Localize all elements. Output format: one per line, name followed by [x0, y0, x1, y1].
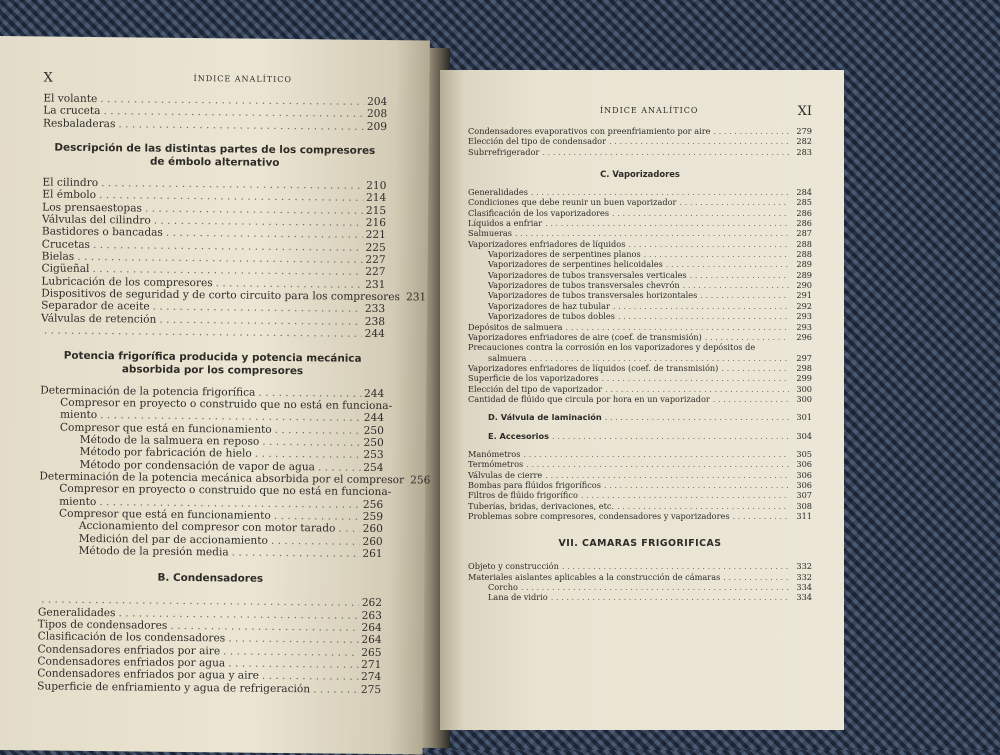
index-entry-title: miento — [59, 495, 96, 508]
dot-leader — [275, 423, 361, 436]
index-entry-title: Subrrefrigerador — [468, 147, 539, 157]
section-spacer — [468, 423, 812, 431]
section-heading-line: Potencia frigorífica producida y potencia mecánica — [41, 349, 385, 366]
index-entry-title: Cigüeñal — [41, 263, 89, 276]
index-entry — [468, 259, 812, 269]
index-entry — [468, 322, 812, 332]
dot-leader — [690, 270, 789, 280]
right-page-contents — [468, 126, 812, 603]
index-entry-page-number: 233 — [365, 303, 385, 316]
index-entry-page-number: 293 — [792, 311, 812, 321]
index-entry-title: Problemas sobre compresores, condensadores y vaporizadores — [468, 511, 730, 521]
index-entry — [468, 218, 812, 228]
index-entry-page-number: 288 — [792, 239, 812, 249]
dot-leader — [258, 386, 361, 399]
index-entry-page-number: 289 — [792, 259, 812, 269]
index-entry-title: Método por fabricación de hielo — [80, 446, 252, 460]
index-entry-title: Bastidores o bancadas — [42, 226, 163, 240]
index-entry-page-number: 288 — [792, 249, 812, 259]
dot-leader — [562, 561, 789, 571]
index-entry-page-number: 285 — [792, 197, 812, 207]
index-entry-title: El émbolo — [42, 189, 96, 202]
dot-leader — [531, 187, 789, 197]
dot-leader — [628, 239, 789, 249]
index-entry-page-number: 221 — [366, 229, 386, 242]
index-entry-title: E. Accesorios — [488, 431, 549, 441]
index-entry-title: Vaporizadores enfriadores de líquidos — [468, 239, 625, 249]
index-entry — [468, 280, 812, 290]
index-entry — [468, 270, 812, 280]
index-entry-title: Filtros de flúido frigorífico — [468, 490, 578, 500]
index-entry — [468, 208, 812, 218]
index-entry — [468, 501, 812, 511]
index-entry-page-number: 304 — [792, 431, 812, 441]
index-entry-title: Los prensaestopas — [42, 201, 142, 214]
index-entry-page-number: 283 — [792, 147, 812, 157]
index-entry-page-number: 299 — [792, 373, 812, 383]
index-entry-title: Lana de vidrio — [488, 592, 548, 602]
index-entry — [468, 449, 812, 459]
index-entry-page-number: 227 — [365, 254, 385, 267]
index-entry-title: Método de la presión media — [79, 545, 229, 559]
index-entry — [468, 511, 812, 521]
index-entry-title: Elección del tipo de condensador — [468, 136, 606, 146]
index-entry-page-number: 231 — [365, 279, 385, 292]
index-entry-page-number: 227 — [365, 266, 385, 279]
index-entry-title: Compresor que está en funcionamiento — [59, 508, 271, 523]
index-entry-title: Vaporizadores de haz tubular — [488, 301, 610, 311]
index-entry-title: El volante — [43, 92, 97, 105]
index-entry-title: Método de la salmuera en reposo — [80, 434, 260, 448]
index-entry-title: Tipos de condensadores — [38, 618, 168, 632]
index-entry-title: Condensadores enfriados por agua y aire — [37, 668, 259, 683]
index-entry-page-number: 264 — [361, 634, 381, 647]
index-entry-title: Vaporizadores de serpentines helicoidales — [488, 259, 663, 269]
index-entry-title: Clasificación de los vaporizadores — [468, 208, 609, 218]
index-entry-page-number: 214 — [366, 192, 386, 205]
index-entry — [468, 561, 812, 571]
index-entry-page-number: 300 — [792, 394, 812, 404]
index-entry-page-number: 250 — [363, 437, 383, 450]
index-entry-title: Medición del par de accionamiento — [79, 532, 268, 546]
index-entry-title: Determinación de la potencia mecánica absorbida por el compresor — [39, 470, 404, 486]
dot-leader — [713, 394, 789, 404]
dot-leader — [318, 461, 360, 474]
index-entry — [468, 228, 812, 238]
dot-leader — [721, 363, 789, 373]
dot-leader — [526, 459, 789, 469]
index-entry-title: Vaporizadores de tubos transversales chevrón — [488, 280, 680, 290]
index-entry-title: Dispositivos de seguridad y de corto circuito para los compresores — [41, 288, 400, 304]
index-entry — [468, 582, 812, 592]
index-entry-title: Vaporizadores de tubos dobles — [488, 311, 615, 321]
index-entry-title: Corcho — [488, 582, 518, 592]
index-entry-title: Precauciones contra la corrosión en los vaporizadores y depósitos de — [468, 342, 755, 352]
index-entry-title: Vaporizadores de tubos transversales verticales — [488, 270, 687, 280]
dot-leader — [262, 436, 360, 449]
dot-leader — [666, 259, 789, 269]
index-entry-page-number: 289 — [792, 270, 812, 280]
dot-leader — [44, 325, 362, 341]
dot-leader — [733, 511, 789, 521]
dot-leader — [521, 582, 789, 592]
index-entry-page-number: 256 — [410, 474, 430, 487]
dot-leader — [705, 332, 789, 342]
section-heading-line: C. Vaporizadores — [468, 169, 812, 179]
dot-leader — [566, 322, 790, 332]
chapter-heading — [468, 539, 812, 549]
index-entry-title: Vaporizadores enfriadores de aire (coef. de transmisión) — [468, 332, 702, 342]
index-entry-title: Condensadores enfriados por agua — [37, 655, 225, 669]
index-entry-page-number: 260 — [363, 523, 383, 536]
index-entry — [468, 311, 812, 321]
index-entry-page-number: 210 — [366, 180, 386, 193]
index-entry-page-number: 306 — [792, 470, 812, 480]
dot-leader — [545, 470, 789, 480]
index-entry — [468, 147, 812, 157]
index-entry-title: Objeto y construcción — [468, 561, 559, 571]
section-heading-line: de émbolo alternativo — [43, 154, 387, 171]
index-entry — [41, 325, 385, 341]
dot-leader — [232, 546, 360, 560]
index-entry-title: Clasificación de los condensadores — [38, 631, 226, 645]
index-entry — [468, 384, 812, 394]
index-entry-title: Salmueras — [468, 228, 512, 238]
dot-leader — [551, 592, 789, 602]
index-entry-title: Cantidad de flúido que circula por hora en un vaporizador — [468, 394, 710, 404]
index-entry-page-number: 287 — [792, 228, 812, 238]
dot-leader — [604, 480, 789, 490]
index-entry-page-number: 298 — [792, 363, 812, 373]
index-entry — [468, 342, 812, 352]
index-entry-title: Condensadores enfriados por aire — [38, 643, 221, 657]
index-entry-title: Accionamiento del compresor con motor tarado — [79, 520, 336, 535]
section-heading — [43, 141, 387, 171]
index-entry-title: Superficie de enfriamiento y agua de refrigeración — [37, 680, 310, 695]
index-entry — [468, 572, 812, 582]
index-entry — [468, 431, 812, 441]
index-entry — [468, 353, 812, 363]
index-entry-title: Materiales aislantes aplicables a la construcción de cámaras — [468, 572, 720, 582]
index-entry — [468, 136, 812, 146]
index-entry-page-number: 291 — [792, 290, 812, 300]
right-running-head: ÍNDICE ANALÍTICO — [600, 106, 698, 115]
index-entry — [468, 592, 812, 602]
index-entry-title: Bombas para flúidos frigoríficos — [468, 480, 601, 490]
index-entry — [39, 544, 383, 560]
index-entry-page-number: 264 — [362, 622, 382, 635]
index-entry-page-number: 308 — [792, 501, 812, 511]
index-entry-title: Superficie de los vaporizadores — [468, 373, 599, 383]
index-entry — [468, 187, 812, 197]
index-entry-page-number: 209 — [367, 121, 387, 134]
index-entry-title: Método por condensación de vapor de agua — [79, 458, 315, 473]
index-entry — [468, 249, 812, 259]
dot-leader — [262, 670, 358, 683]
dot-leader — [545, 218, 789, 228]
index-entry-page-number: 231 — [406, 291, 426, 304]
index-entry-title: Válvulas de cierre — [468, 470, 542, 480]
dot-leader — [523, 449, 789, 459]
index-entry-title: Válvulas de retención — [41, 312, 156, 326]
index-entry-page-number: 300 — [792, 384, 812, 394]
index-entry-page-number: 311 — [792, 511, 812, 521]
dot-leader — [700, 290, 789, 300]
index-entry-title: Compresor en proyecto o construido que no está en funciona- — [60, 396, 392, 412]
section-heading — [38, 571, 382, 588]
index-entry-title: Generalidades — [468, 187, 528, 197]
index-entry-title: Bielas — [42, 251, 75, 264]
index-entry-title: Válvulas del cilindro — [42, 214, 151, 227]
index-entry-page-number: 265 — [361, 647, 381, 660]
index-entry — [468, 290, 812, 300]
index-entry — [468, 459, 812, 469]
index-entry-page-number: 274 — [361, 671, 381, 684]
dot-leader — [274, 510, 360, 523]
index-entry-title: Lubricación de los compresores — [41, 275, 212, 289]
index-entry-title: Compresor en proyecto o construido que no está en funciona- — [59, 483, 391, 499]
index-entry-page-number: 292 — [792, 301, 812, 311]
index-entry-page-number: 204 — [367, 96, 387, 109]
index-entry-title: Manómetros — [468, 449, 520, 459]
index-entry — [37, 680, 381, 696]
section-heading — [40, 349, 384, 379]
index-entry-title: Crucetas — [42, 238, 90, 251]
dot-leader — [679, 197, 789, 207]
index-entry-title: Determinación de la potencia frigorífica — [40, 384, 255, 399]
index-entry — [468, 470, 812, 480]
index-entry — [43, 117, 387, 133]
dot-leader — [723, 572, 789, 582]
index-entry-title: Compresor que está en funcionamiento — [60, 421, 272, 436]
index-entry — [468, 239, 812, 249]
index-entry — [468, 394, 812, 404]
index-entry — [468, 197, 812, 207]
section-heading-line: Descripción de las distintas partes de los compresores — [43, 141, 387, 158]
section-heading-line: B. Condensadores — [38, 571, 382, 588]
section-heading-line: absorbida por los compresores — [40, 362, 384, 379]
dot-leader — [542, 147, 789, 157]
index-entry-page-number: 261 — [362, 548, 382, 561]
index-entry-page-number: 286 — [792, 218, 812, 228]
index-entry-page-number: 263 — [362, 609, 382, 622]
index-entry-title: Vaporizadores de tubos transversales horizontales — [488, 290, 697, 300]
dot-leader — [605, 384, 789, 394]
index-entry-page-number: 238 — [365, 316, 385, 329]
index-entry-title: D. Válvula de laminación — [488, 412, 602, 422]
index-entry-page-number: 307 — [792, 490, 812, 500]
index-entry-page-number: 244 — [365, 328, 385, 341]
index-entry — [468, 126, 812, 136]
index-entry-page-number: 334 — [792, 592, 812, 602]
dot-leader — [609, 136, 789, 146]
index-entry-title: Vaporizadores de serpentines planos — [488, 249, 641, 259]
dot-leader — [515, 228, 789, 238]
dot-leader — [613, 301, 789, 311]
dot-leader — [713, 126, 789, 136]
index-entry-page-number: 286 — [792, 208, 812, 218]
dot-leader — [338, 523, 359, 536]
dot-leader — [271, 534, 360, 547]
index-entry-page-number: 244 — [364, 412, 384, 425]
index-entry-page-number: 253 — [363, 449, 383, 462]
dot-leader — [605, 412, 789, 422]
index-entry-title: Resbaladeras — [43, 117, 115, 130]
index-entry-page-number: 279 — [792, 126, 812, 136]
dot-leader — [602, 373, 789, 383]
index-entry-title: Separador de aceite — [41, 300, 150, 313]
index-entry-page-number: 254 — [363, 461, 383, 474]
right-page-header — [468, 104, 812, 126]
left-folio: X — [43, 70, 52, 85]
left-running-head: ÍNDICE ANALÍTICO — [194, 74, 293, 84]
index-entry-page-number: 297 — [792, 353, 812, 363]
left-page-contents — [37, 92, 387, 696]
index-entry-page-number: 282 — [792, 136, 812, 146]
index-entry-title: Termómetros — [468, 459, 523, 469]
dot-leader — [255, 448, 361, 461]
index-entry-page-number: 256 — [363, 498, 383, 511]
dot-leader — [683, 280, 789, 290]
dot-leader — [552, 431, 789, 441]
index-entry — [468, 363, 812, 373]
index-entry-title: Vaporizadores enfriadores de líquidos (coef. de transmisión) — [468, 363, 718, 373]
index-entry — [468, 490, 812, 500]
section-spacer — [468, 404, 812, 412]
index-entry-title: salmuera — [488, 353, 526, 363]
index-entry-page-number: 225 — [366, 242, 386, 255]
index-entry-title: La cruceta — [43, 105, 100, 118]
index-entry-title: Depósitos de salmuera — [468, 322, 563, 332]
index-entry-page-number: 305 — [792, 449, 812, 459]
index-entry-page-number: 296 — [792, 332, 812, 342]
dot-leader — [618, 311, 789, 321]
index-entry-page-number: 262 — [362, 597, 382, 610]
right-folio: XI — [798, 104, 812, 119]
index-entry-title: Tuberías, bridas, derivaciones, etc. — [468, 501, 614, 511]
index-entry-title: Líquidos a enfriar — [468, 218, 542, 228]
index-entry-title: miento — [60, 409, 97, 422]
index-entry — [468, 301, 812, 311]
index-entry-page-number: 301 — [792, 412, 812, 422]
index-entry-page-number: 271 — [361, 659, 381, 672]
index-entry-page-number: 306 — [792, 459, 812, 469]
dot-leader — [612, 208, 789, 218]
index-entry-page-number: 290 — [792, 280, 812, 290]
index-entry-page-number: 293 — [792, 322, 812, 332]
index-entry-page-number: 334 — [792, 582, 812, 592]
index-entry-page-number: 215 — [366, 205, 386, 218]
dot-leader — [313, 683, 358, 696]
index-entry-page-number: 284 — [792, 187, 812, 197]
index-entry — [468, 332, 812, 342]
index-entry — [468, 480, 812, 490]
index-entry-page-number: 250 — [364, 424, 384, 437]
index-entry — [468, 412, 812, 422]
dot-leader — [529, 353, 789, 363]
index-entry-page-number: 306 — [792, 480, 812, 490]
index-entry-title: Condiciones que debe reunir un buen vaporizador — [468, 197, 676, 207]
section-heading — [468, 169, 812, 179]
dot-leader — [118, 118, 364, 133]
section-heading-line: VII. CAMARAS FRIGORIFICAS — [468, 539, 812, 549]
index-entry-page-number: 260 — [362, 535, 382, 548]
index-entry-page-number: 332 — [792, 572, 812, 582]
dot-leader — [581, 490, 789, 500]
index-entry-page-number: 275 — [361, 684, 381, 697]
dot-leader — [617, 501, 789, 511]
left-page-header — [43, 70, 387, 96]
dot-leader — [644, 249, 789, 259]
index-entry-page-number: 259 — [363, 511, 383, 524]
index-entry-title: El cilindro — [42, 176, 98, 189]
index-entry-page-number: 244 — [364, 387, 384, 400]
index-entry — [468, 373, 812, 383]
index-entry-title: Elección del tipo de vaporizador — [468, 384, 602, 394]
index-entry-page-number: 332 — [792, 561, 812, 571]
index-entry-page-number: 208 — [367, 108, 387, 121]
index-entry-title: Generalidades — [38, 606, 116, 619]
section-spacer — [468, 441, 812, 449]
index-entry-page-number: 216 — [366, 217, 386, 230]
left-page — [0, 36, 430, 754]
index-entry-title: Condensadores evaporativos con preenfriamiento por aire — [468, 126, 710, 136]
right-page — [440, 70, 844, 730]
